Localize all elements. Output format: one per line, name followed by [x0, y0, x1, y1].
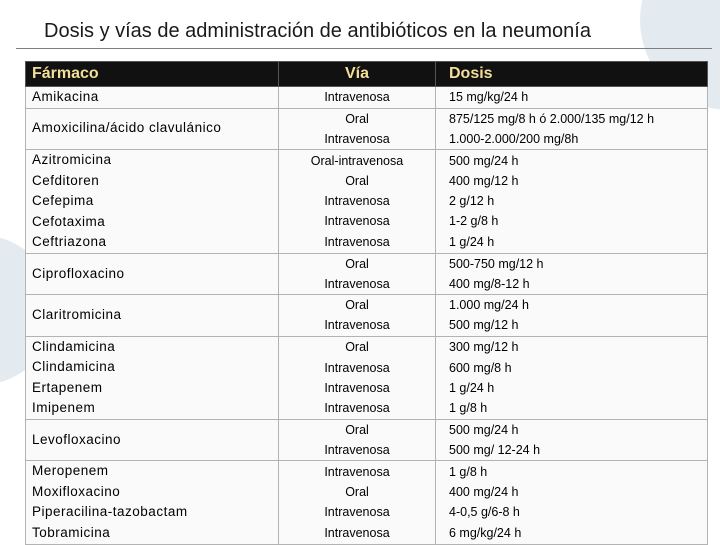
- via-cell: [279, 149, 436, 253]
- via-value: Oral: [345, 485, 369, 500]
- via-value: Intravenosa: [324, 318, 390, 333]
- dosis-value: 1-2 g/8 h: [449, 214, 499, 229]
- dosis-value: 15 mg/kg/24 h: [449, 90, 529, 105]
- farmaco-name: Cefditoren: [32, 172, 100, 188]
- header-farmaco: Fármaco: [26, 62, 279, 87]
- via-cell: [279, 87, 436, 109]
- via-cell: [279, 419, 436, 460]
- farmaco-cell: [26, 295, 279, 336]
- farmaco-name: Cefepima: [32, 193, 94, 209]
- dosis-value: 400 mg/24 h: [449, 485, 519, 500]
- table-row: [26, 419, 708, 460]
- dosis-cell: [436, 419, 708, 460]
- farmaco-cell: [26, 419, 279, 460]
- dosis-cell: [436, 87, 708, 109]
- farmaco-cell: [26, 336, 279, 419]
- via-value: Intravenosa: [324, 131, 390, 146]
- farmaco-name: Amikacina: [32, 89, 99, 104]
- dosis-value: 500-750 mg/12 h: [449, 256, 544, 271]
- farmaco-name: Levofloxacino: [32, 431, 122, 447]
- dosis-cell: [436, 108, 708, 149]
- dosis-value: 400 mg/12 h: [449, 174, 519, 189]
- farmaco-name: Ceftriazona: [32, 234, 107, 250]
- farmaco-name: Piperacilina-tazobactam: [32, 504, 188, 520]
- via-value: Oral: [345, 256, 369, 271]
- via-value: Oral: [345, 174, 369, 189]
- dosis-value: 500 mg/12 h: [449, 318, 519, 333]
- title-divider: [16, 48, 712, 49]
- via-value: Oral: [345, 111, 369, 126]
- dosis-value: 600 mg/8 h: [449, 360, 512, 375]
- table-header-row: [26, 62, 708, 87]
- farmaco-cell: [26, 87, 279, 109]
- farmaco-name: Ciprofloxacino: [32, 265, 125, 281]
- header-dosis: Dosis: [436, 62, 708, 87]
- via-cell: [279, 108, 436, 149]
- dosis-value: 300 mg/12 h: [449, 340, 519, 355]
- via-value: Intravenosa: [324, 380, 390, 395]
- farmaco-cell: [26, 461, 279, 544]
- dosis-value: 1.000-2.000/200 mg/8h: [449, 131, 579, 146]
- dosis-value: 2 g/12 h: [449, 194, 495, 209]
- farmaco-name: Claritromicina: [32, 307, 122, 323]
- via-value: Oral: [345, 422, 369, 437]
- farmaco-cell: [26, 108, 279, 149]
- table-row: [26, 87, 708, 109]
- via-value: Intravenosa: [324, 214, 390, 229]
- table-row: [26, 461, 708, 544]
- table-row: [26, 295, 708, 336]
- farmaco-name: Imipenem: [32, 400, 96, 416]
- dosis-value: 500 mg/24 h: [449, 154, 519, 168]
- via-cell: [279, 461, 436, 544]
- farmaco-name: Clindamicina: [32, 338, 116, 354]
- dosis-cell: [436, 295, 708, 336]
- farmaco-name: Ertapenem: [32, 379, 103, 395]
- farmaco-name: Cefotaxima: [32, 213, 106, 229]
- dosis-value: 1.000 mg/24 h: [449, 298, 529, 313]
- via-cell: [279, 295, 436, 336]
- via-value: Intravenosa: [324, 360, 390, 375]
- table-row: [26, 336, 708, 419]
- dosis-value: 875/125 mg/8 h ó 2.000/135 mg/12 h: [449, 111, 655, 126]
- dosis-cell: [436, 253, 708, 294]
- dosis-cell: [436, 149, 708, 253]
- dosis-cell: [436, 336, 708, 419]
- dosis-value: 1 g/8 h: [449, 465, 488, 480]
- dosis-value: 1 g/8 h: [449, 400, 488, 415]
- via-value: Intravenosa: [324, 465, 390, 480]
- farmaco-name: Amoxicilina/ácido clavulánico: [32, 120, 222, 136]
- farmaco-name: Tobramicina: [32, 524, 111, 540]
- farmaco-cell: [26, 149, 279, 253]
- antibiotic-dosage-table: [25, 61, 708, 545]
- dosis-value: 6 mg/kg/24 h: [449, 525, 522, 540]
- via-value: Intravenosa: [324, 234, 390, 249]
- dosis-value: 400 mg/8-12 h: [449, 277, 530, 292]
- table-row: [26, 108, 708, 149]
- via-value: Intravenosa: [324, 443, 390, 458]
- farmaco-cell: [26, 253, 279, 294]
- dosis-value: 500 mg/ 12-24 h: [449, 443, 541, 458]
- dosis-value: 1 g/24 h: [449, 234, 495, 249]
- via-value: Intravenosa: [324, 90, 390, 105]
- via-value: Intravenosa: [324, 525, 390, 540]
- via-value: Oral: [345, 298, 369, 313]
- via-cell: [279, 253, 436, 294]
- via-value: Intravenosa: [324, 277, 390, 292]
- dosis-cell: [436, 461, 708, 544]
- dosis-value: 4-0,5 g/6-8 h: [449, 505, 520, 520]
- table-row: [26, 253, 708, 294]
- header-via: Vía: [279, 62, 436, 87]
- dosis-value: 1 g/24 h: [449, 380, 495, 395]
- dosis-value: 500 mg/24 h: [449, 422, 519, 437]
- via-value: Intravenosa: [324, 194, 390, 209]
- via-value: Oral-intravenosa: [310, 154, 404, 168]
- farmaco-name: Azitromicina: [32, 151, 112, 167]
- farmaco-name: Moxifloxacino: [32, 483, 121, 499]
- via-cell: [279, 336, 436, 419]
- via-value: Oral: [345, 340, 369, 355]
- slide-title: Dosis y vías de administración de antibióticos en la neumonía: [44, 20, 591, 42]
- farmaco-name: Meropenem: [32, 463, 109, 479]
- via-value: Intravenosa: [324, 505, 390, 520]
- farmaco-name: Clindamicina: [32, 359, 116, 375]
- via-value: Intravenosa: [324, 400, 390, 415]
- table-row: [26, 149, 708, 253]
